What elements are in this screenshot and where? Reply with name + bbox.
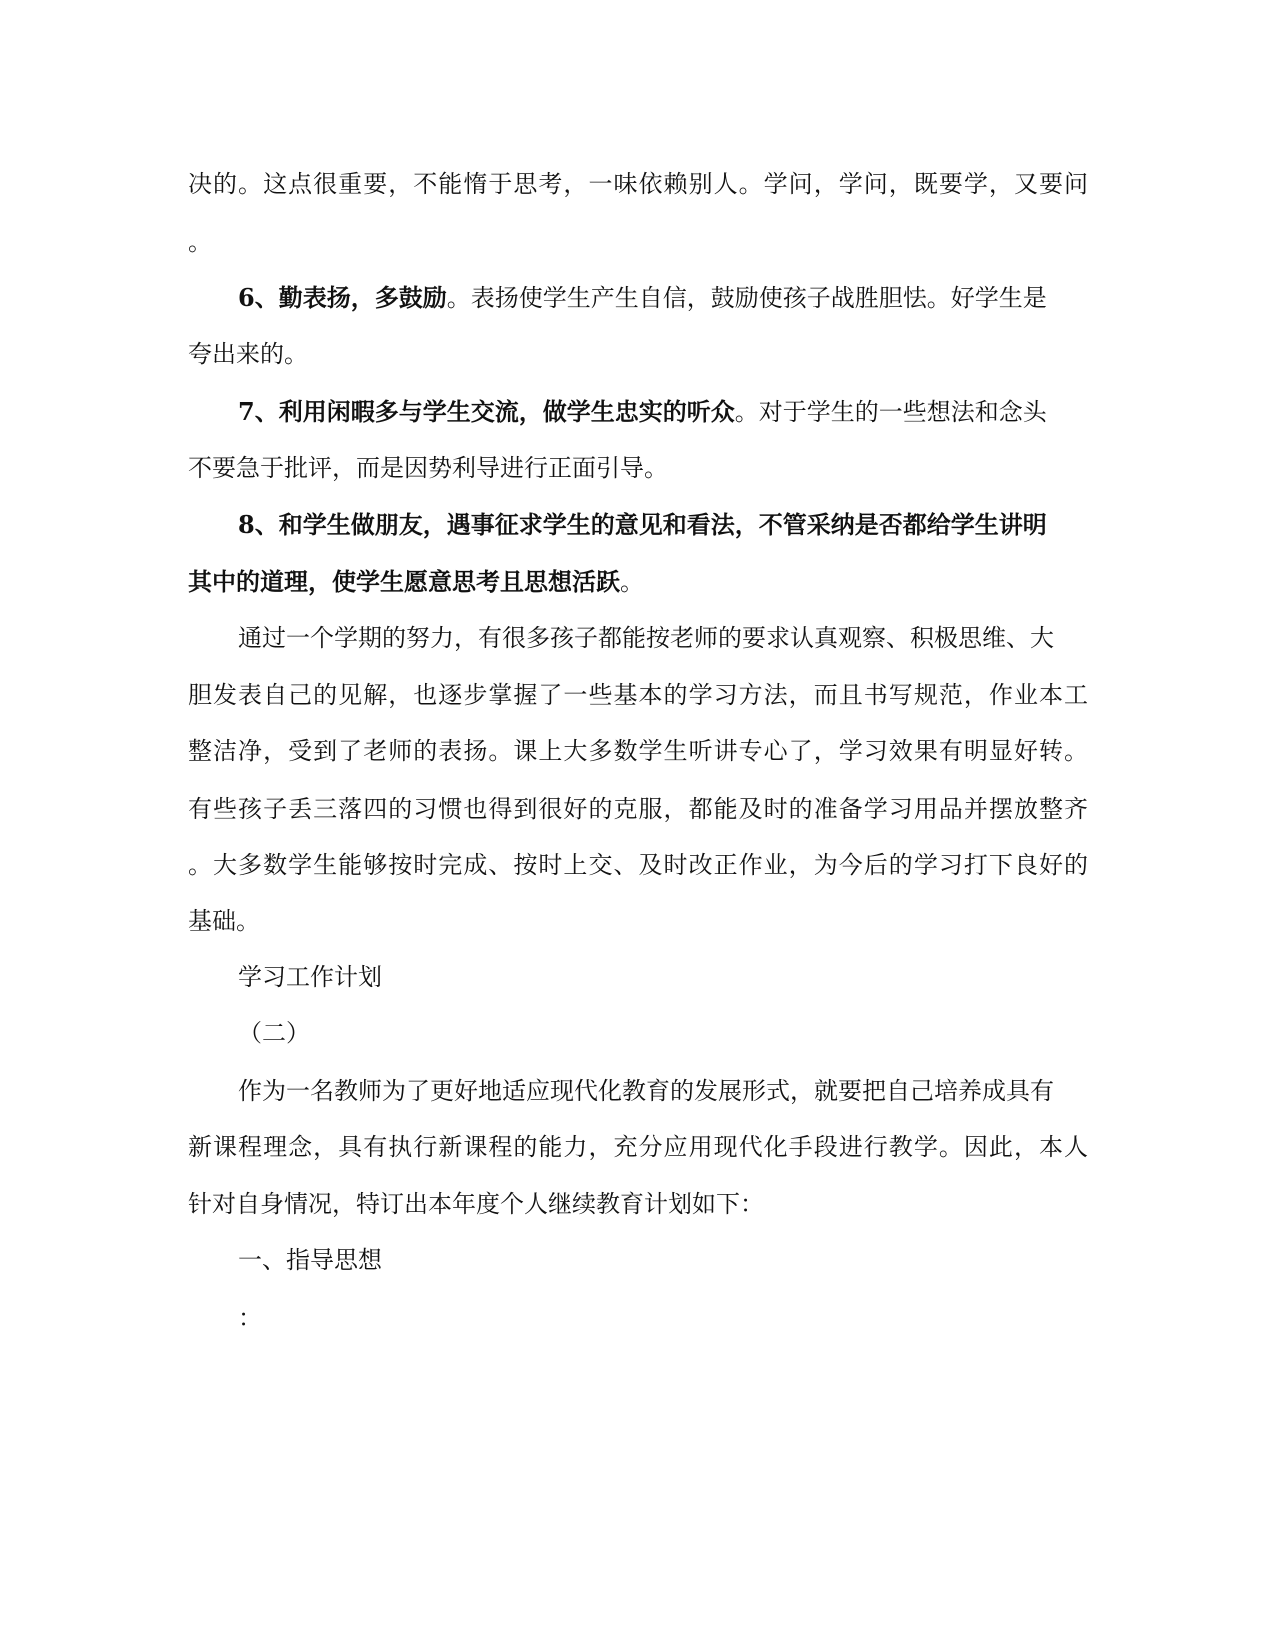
- section-number: （二）: [238, 1019, 310, 1047]
- tip-6-text: 。表扬使学生产生自信，鼓励使孩子战胜胆怯。好学生是: [446, 284, 1047, 312]
- paragraph-line: 胆发表自己的见解，也逐步掌握了一些基本的学习方法，而且书写规范，作业本工: [188, 681, 1088, 709]
- tip-8-heading: 8、和学生做朋友，遇事征求学生的意见和看法，不管采纳是否都给学生讲明: [238, 510, 1047, 539]
- paragraph-line: 作为一名教师为了更好地适应现代化教育的发展形式，就要把自己培养成具有: [238, 1077, 1054, 1105]
- tip-8-continued: [188, 562, 644, 602]
- tip-7-heading: 7、利用闲暇多与学生交流，做学生忠实的听众: [238, 397, 735, 426]
- tip-7: [238, 392, 1047, 432]
- paragraph-line: 针对自身情况，特订出本年度个人继续教育计划如下：: [188, 1190, 764, 1218]
- paragraph-line: 新课程理念，具有执行新课程的能力，充分应用现代化手段进行教学。因此，本人: [188, 1133, 1088, 1161]
- paragraph-line: 整洁净，受到了老师的表扬。课上大多数学生听讲专心了，学习效果有明显好转。: [188, 737, 1088, 765]
- tip-6: [238, 278, 1047, 318]
- paragraph-line: 基础。: [188, 907, 260, 935]
- tip-8-heading-end: 其中的道理，使学生愿意思考且思想活跃: [188, 567, 620, 596]
- tip-6-heading: 6、勤表扬，多鼓励: [238, 283, 447, 312]
- tip-7-text: 。对于学生的一些想法和念头: [734, 398, 1047, 426]
- paragraph-line: 夸出来的。: [188, 340, 308, 368]
- paragraph-line: 。: [188, 228, 212, 256]
- section-heading: 一、指导思想: [238, 1246, 382, 1274]
- paragraph-line: 。大多数学生能够按时完成、按时上交、及时改正作业，为今后的学习打下良好的: [188, 851, 1088, 879]
- section-title: 学习工作计划: [238, 963, 382, 991]
- paragraph-line: 有些孩子丢三落四的习惯也得到很好的克服，都能及时的准备学习用品并摆放整齐: [188, 795, 1088, 823]
- paragraph-line: 不要急于批评，而是因势利导进行正面引导。: [188, 454, 668, 482]
- paragraph-line: 决的。这点很重要，不能惰于思考，一味依赖别人。学问，学问，既要学，又要问: [188, 170, 1088, 198]
- tip-8-text: 。: [620, 568, 644, 596]
- document-page: [188, 0, 1088, 1650]
- paragraph-line: ：: [238, 1304, 262, 1332]
- paragraph-line: 通过一个学期的努力，有很多孩子都能按老师的要求认真观察、积极思维、大: [238, 624, 1054, 652]
